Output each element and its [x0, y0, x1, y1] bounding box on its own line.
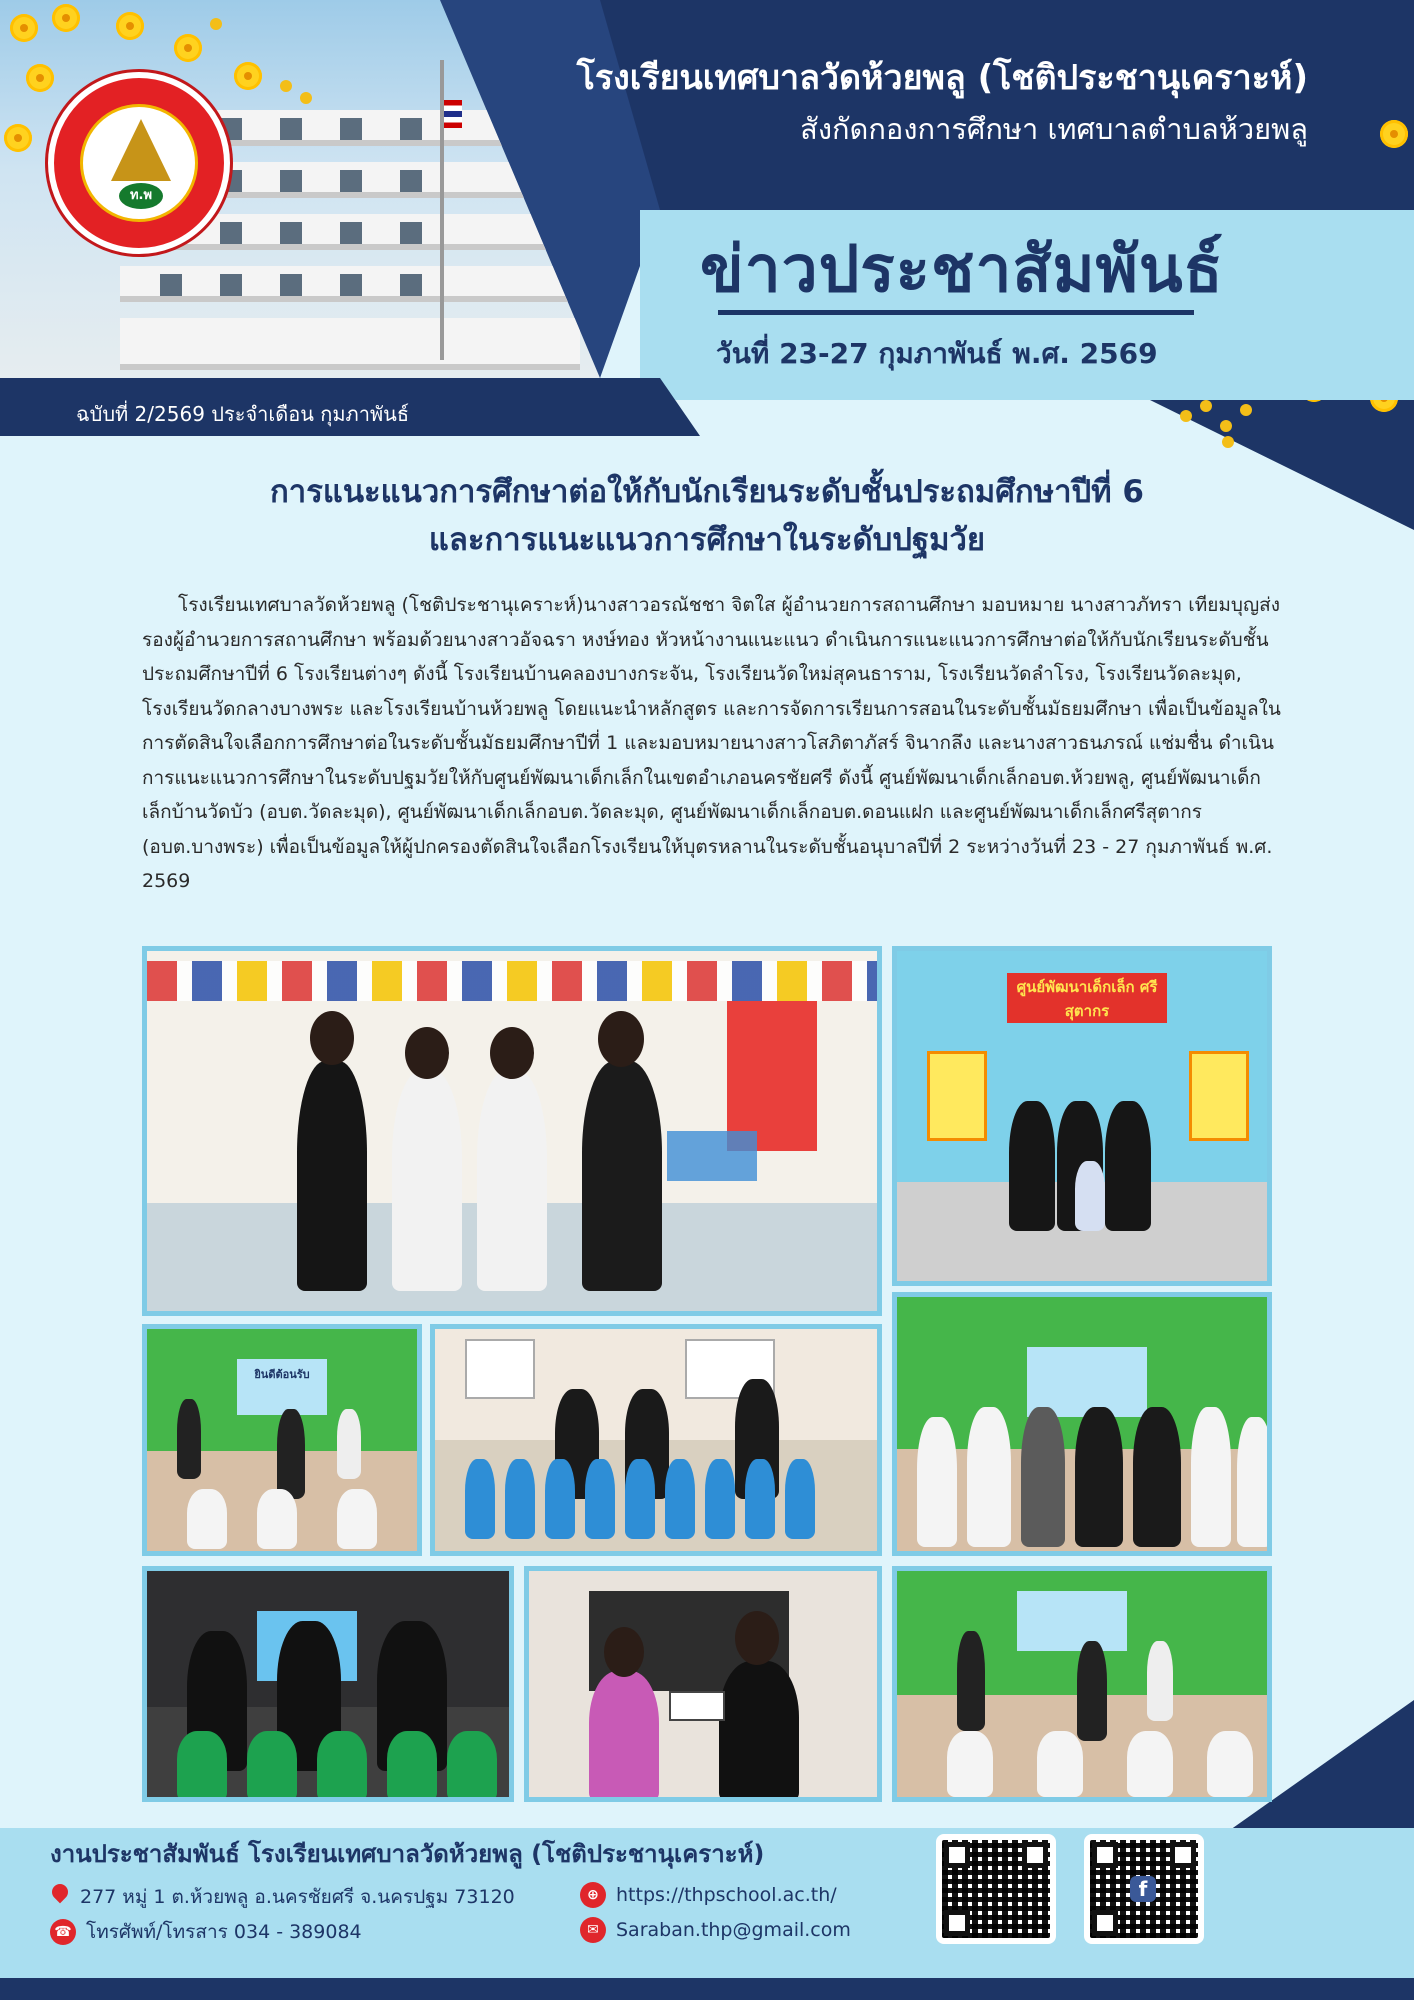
flower-icon	[48, 0, 84, 36]
footer-website-row	[580, 1882, 837, 1908]
issue-info: ฉบับที่ 2/2569 ประจำเดือน กุมภาพันธ์	[76, 402, 410, 426]
newsletter-title: ข่าวประชาสัมพันธ์	[700, 233, 1224, 307]
school-affiliation: สังกัดกองการศึกษา เทศบาลตำบลห้วยพลู	[800, 112, 1308, 146]
phone-icon: ☎	[50, 1919, 76, 1945]
thai-flag	[444, 100, 462, 128]
activity-photo-classroom	[142, 946, 882, 1316]
newsletter-date: วันที่ 23-27 กุมภาพันธ์ พ.ศ. 2569	[716, 337, 1158, 370]
footer-address-row	[50, 1882, 515, 1912]
footer-title: งานประชาสัมพันธ์ โรงเรียนเทศบาลวัดห้วยพลู (โชติประชานุเคราะห์)	[50, 1840, 765, 1868]
flower-icon	[230, 58, 266, 94]
flower-icon	[0, 120, 36, 156]
welcome-banner: ยินดีต้อนรับ	[237, 1359, 327, 1415]
logo-badge: ท.พ	[119, 183, 163, 209]
facebook-qr-icon[interactable]	[1084, 1834, 1204, 1944]
title-divider	[718, 310, 1194, 315]
school-name: โรงเรียนเทศบาลวัดห้วยพลู (โชติประชานุเคราะห์)	[576, 58, 1308, 98]
activity-photo-teachers	[142, 1566, 514, 1802]
footer-bottom-bar	[0, 1978, 1414, 2000]
childcenter-sign: ศูนย์พัฒนาเด็กเล็ก ศรีสุตากร	[1007, 973, 1167, 1023]
location-pin-icon	[50, 1884, 70, 1910]
headline-line-1: การแนะแนวการศึกษาต่อให้กับนักเรียนระดับชั้นประถมศึกษาปีที่ 6	[270, 474, 1144, 510]
flower-icon	[170, 30, 206, 66]
footer-address: 277 หมู่ 1 ต.ห้วยพลู อ.นครชัยศรี จ.นครปฐม 73120	[80, 1886, 515, 1908]
footer-website[interactable]: https://thpschool.ac.th/	[616, 1884, 837, 1906]
activity-photo-stage-1	[142, 1324, 422, 1556]
school-logo	[48, 72, 230, 254]
flower-icon	[22, 60, 58, 96]
article-body	[142, 588, 1282, 899]
activity-photo-kids	[430, 1324, 882, 1556]
flower-icon	[1376, 116, 1412, 152]
flower-icon	[6, 10, 42, 46]
footer-phone: โทรศัพท์/โทรสาร 034 - 389084	[86, 1921, 362, 1943]
activity-photo-stage-2	[892, 1292, 1272, 1556]
article-headline	[0, 468, 1414, 564]
footer-phone-row	[50, 1917, 362, 1947]
qr-code-icon[interactable]	[936, 1834, 1056, 1944]
activity-photo-stage-3	[892, 1566, 1272, 1802]
activity-photo-student	[524, 1566, 882, 1802]
activity-photo-childcenter	[892, 946, 1272, 1286]
footer-email-row	[580, 1917, 851, 1943]
headline-line-2: และการแนะแนวการศึกษาในระดับปฐมวัย	[428, 522, 986, 558]
facebook-icon: f	[1130, 1876, 1156, 1902]
footer-email[interactable]: Saraban.thp@gmail.com	[616, 1919, 851, 1941]
article-paragraph: โรงเรียนเทศบาลวัดห้วยพลู (โชติประชานุเคราะห์)นางสาวอรณัชชา จิตใส ผู้อำนวยการสถานศึกษา มอบหมาย นางสาวภัทรา เทียมบุญส่ง รองผู้อำนวยการสถานศึกษา พร้อมด้วยนางสาวอัจฉรา หงษ์ทอง หัวหน้างานแนะแนว ดำเนินการแนะแนวการศึกษาต่อให้กับนักเรียนระดับชั้นประถมศึกษาปีที่ 6 โรงเรียนต่างๆ ดังนี้ โรงเรียนบ้านคลองบางกระจัน, โรงเรียนวัดใหม่สุคนธาราม, โรงเรียนวัดลำโรง, โรงเรียนวัดละมุด, โรงเรียนวัดกลางบางพระ และโรงเรียนบ้านห้วยพลู โดยแนะนำหลักสูตร และการจัดการเรียนการสอนในระดับชั้นมัธยมศึกษา เพื่อเป็นข้อมูลในการตัดสินใจเลือกการศึกษาต่อในระดับชั้นมัธยมศึกษาปีที่ 1 และมอบหมายนางสาวโสภิตาภัสร์ จินากลึง และนางสาวธนภรณ์ แช่มชื่น ดำเนินการแนะแนวการศึกษาในระดับปฐมวัยให้กับศูนย์พัฒนาเด็กเล็กในเขตอำเภอนครชัยศรี ดังนี้ ศูนย์พัฒนาเด็กเล็กอบต.ห้วยพลู, ศูนย์พัฒนาเด็กเล็กบ้านวัดบัว (อบต.วัดละมุด), ศูนย์พัฒนาเด็กเล็กอบต.วัดละมุด, ศูนย์พัฒนาเด็กเล็กอบต.ดอนแฝก และศูนย์พัฒนาเด็กเล็กศรีสุตากร (อบต.บางพระ) เพื่อเป็นข้อมูลให้ผู้ปกครองตัดสินใจเลือกโรงเรียนให้บุตรหลานในระดับชั้นอนุบาลปีที่ 2 ระหว่างวันที่ 23 - 27 กุมภาพันธ์ พ.ศ. 2569	[142, 594, 1281, 892]
flower-icon	[112, 8, 148, 44]
web-icon: ⊕	[580, 1882, 606, 1908]
email-icon: ✉	[580, 1917, 606, 1943]
